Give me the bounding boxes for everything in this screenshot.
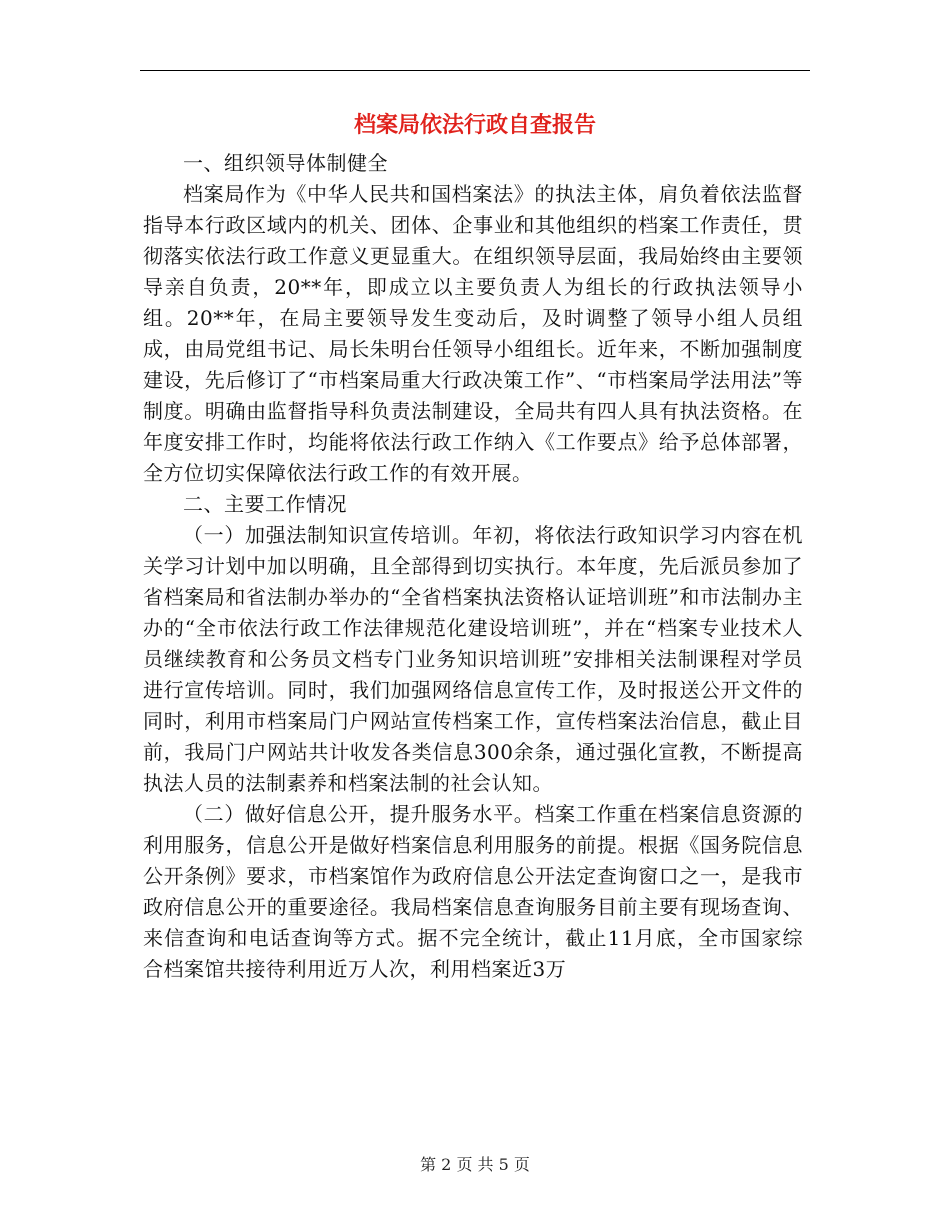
paragraph-legal-training: （一）加强法制知识宣传培训。年初，将依法行政知识学习内容在机关学习计划中加以明确，且全部得到切实执行。本年度，先后派员参加了省档案局和省法制办举办的“全省档案执法资格认证培训班”和市法制办主办的“全市依法行政工作法律规范化建设培训班”，并在“档案专业技术人员继续教育和公务员文档专门业务知识培训班”安排相关法制课程对学员进行宣传培训。同时，我们加强网络信息宣传工作，及时报送公开文件的同时，利用市档案局门户网站宣传档案工作，宣传档案法治信息，截止目前，我局门户网站共计收发各类信息300余条，通过强化宣教，不断提高执法人员的法制素养和档案法制的社会认知。 [143,523,803,795]
page-footer [0,1153,950,1177]
document-title: 档案局依法行政自查报告 [353,113,596,138]
header-rule [140,70,810,71]
section-heading-1: 一、组织领导体制健全 [183,151,388,175]
document-body [143,148,803,985]
section-heading-2: 二、主要工作情况 [183,492,347,516]
page-number: 第 2 页 共 5 页 [420,1155,530,1174]
paragraph-organization: 档案局作为《中华人民共和国档案法》的执法主体，肩负着依法监督指导本行政区域内的机关、团体、企事业和其他组织的档案工作责任，贯彻落实依法行政工作意义更显重大。在组织领导层面，我局始终由主要领导亲自负责，20**年，即成立以主要负责人为组长的行政执法领导小组。20**年，在局主要领导发生变动后，及时调整了领导小组人员组成，由局党组书记、局长朱明台任领导小组组长。近年来，不断加强制度建设，先后修订了“市档案局重大行政决策工作”、“市档案局学法用法”等制度。明确由监督指导科负责法制建设，全局共有四人具有执法资格。在年度安排工作时，均能将依法行政工作纳入《工作要点》给予总体部署，全方位切实保障依法行政工作的有效开展。 [143,182,803,485]
paragraph-information-disclosure: （二）做好信息公开，提升服务水平。档案工作重在档案信息资源的利用服务，信息公开是做好档案信息利用服务的前提。根据《国务院信息公开条例》要求，市档案馆作为政府信息公开法定查询窗口之一，是我市政府信息公开的重要途径。我局档案信息查询服务目前主要有现场查询、来信查询和电话查询等方式。据不完全统计，截止11月底，全市国家综合档案馆共接待利用近万人次，利用档案近3万 [143,802,803,981]
